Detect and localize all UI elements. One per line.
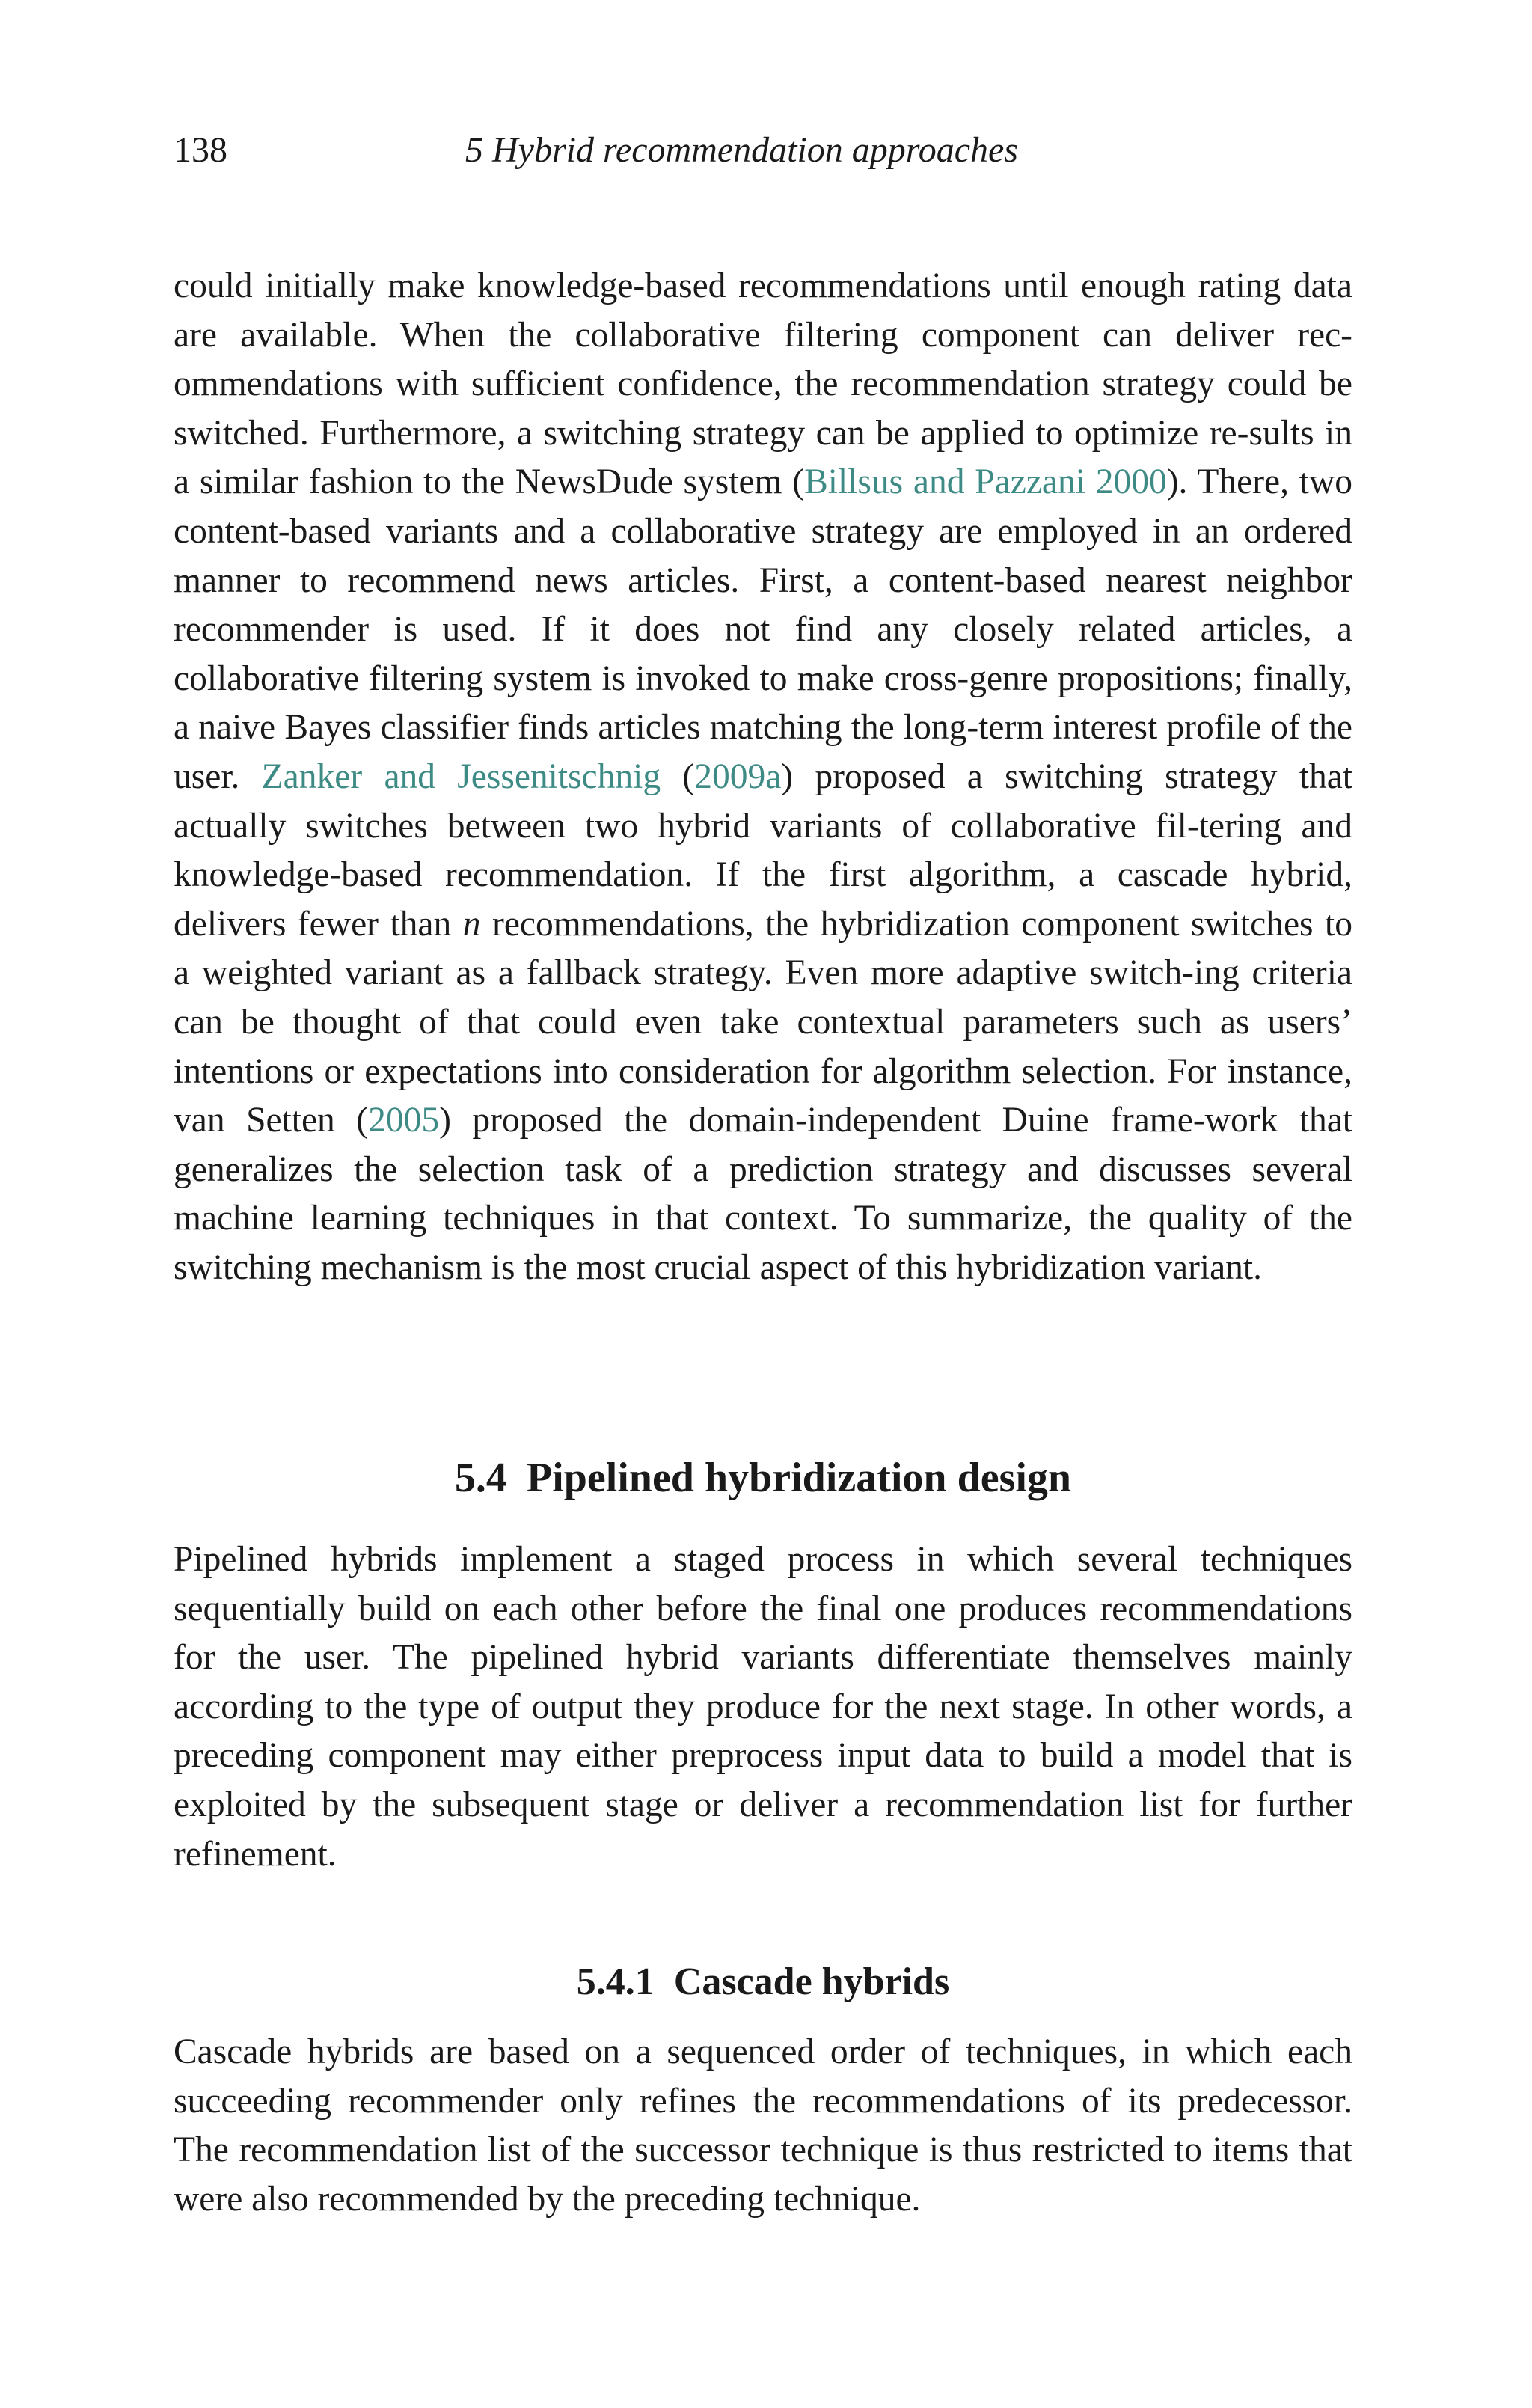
paragraph-text: Cascade hybrids are based on a sequenced order of techniques, in which each succeeding recommender only refines the recommendations of its predecessor. The recommendation list of the successor technique is thus restricted to items that were also recommended by the preceding technique. [174, 2032, 1352, 2219]
page-number: 138 [174, 130, 227, 170]
paragraph-text: Pipelined hybrids implement a staged process in which several techniques sequentially build on each other before the final one produces recommendations for the user. The pipelined hybrid variants differentiate themselves mainly according to the type of output they produce for the next stage. In other words, a preceding component may either preprocess input data to build a model that is exploited by the subsequent stage or deliver a recommendation list for further refinement. [174, 1540, 1352, 1874]
subsection-number: 5.4.1 [576, 1961, 655, 2003]
section-title: Pipelined hybridization design [526, 1455, 1072, 1501]
paragraph-text: ) proposed the domain-independent Duine frame-work that generalizes the selection task of a prediction strategy and discusses several machine learning techniques in that context. To summarize, the quality of the switching mechanism is the most crucial aspect of this hybridization variant. [174, 1101, 1352, 1287]
math-variable-n: n [462, 904, 481, 944]
paragraph-text: ). There, two content-based variants and a collaborative strategy are employed in an ordered manner to recommend news articles. First, a content-based nearest neighbor recommender is used. If it does not find any closely related articles, a collaborative filtering system is invoked to make cross-genre propositions; finally, a naive Bayes classifier finds articles matching the long-term interest profile of the user. [174, 462, 1353, 796]
citation-link-zanker[interactable]: Zanker and Jessenitschnig [261, 757, 661, 796]
body-paragraph-switching [174, 262, 1352, 1292]
chapter-title: 5 Hybrid recommendation approaches [465, 130, 1018, 170]
subsection-title: Cascade hybrids [673, 1961, 950, 2003]
section-heading [174, 1452, 1352, 1504]
section-number: 5.4 [454, 1455, 507, 1501]
body-paragraph-pipelined [174, 1535, 1352, 1879]
paragraph-text: could initially make knowledge-based recommendations until enough rating data are available. When the collaborative filtering component can deliver rec-ommendations with sufficient confidence, the recommendation strategy could be switched. Furthermore, a switching strategy can be applied to optimize re-sults in a similar fashion to the NewsDude system ( [174, 266, 1352, 502]
paragraph-text: recommendations, the hybridization component switches to a weighted variant as a fallback strategy. Even more adaptive switch-ing criteria can be thought of that could even take contextual parameters such as users’ intentions or expectations into consideration for algorithm selection. For instance, van Setten ( [174, 904, 1352, 1140]
citation-link-2009a[interactable]: 2009a [694, 757, 782, 796]
subsection-heading [174, 1958, 1352, 2007]
paragraph-text: ( [661, 757, 695, 796]
body-paragraph-cascade [174, 2028, 1352, 2224]
citation-link-billsus[interactable]: Billsus and Pazzani 2000 [804, 462, 1167, 502]
paragraph-text: ) proposed a switching strategy that actually switches between two hybrid variants of collaborative fil-tering and knowledge-based recommendation. If the first algorithm, a cascade hybrid, delivers fewer than [174, 757, 1352, 944]
running-head [174, 124, 1355, 177]
citation-link-2005[interactable]: 2005 [368, 1101, 440, 1140]
